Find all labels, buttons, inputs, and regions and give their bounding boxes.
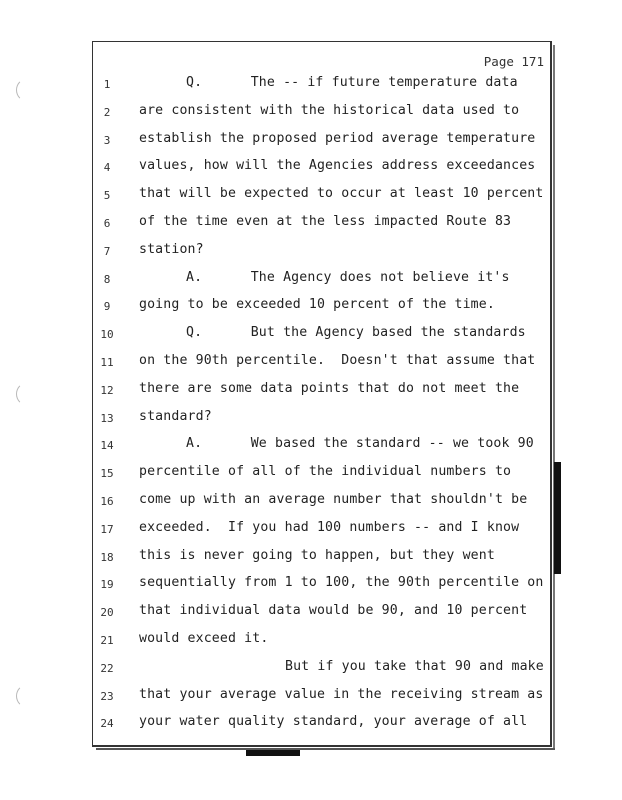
line-text: there are some data points that do not meet the (139, 380, 520, 396)
line-text: on the 90th percentile. Doesn't that assume that (139, 353, 536, 368)
transcript-line (0, 492, 560, 512)
line-number: 22 (100, 661, 114, 675)
line-number: 17 (100, 522, 114, 536)
line-text: percentile of all of the individual numbers to (139, 464, 512, 480)
line-number: 6 (103, 217, 111, 230)
transcript-line (0, 381, 560, 401)
line-text: of the time even at the less impacted Route 83 (139, 214, 512, 229)
line-text: your water quality standard, your average of all (139, 714, 528, 730)
line-number: 2 (103, 105, 111, 119)
transcript-line (0, 158, 560, 178)
line-number: 20 (100, 606, 114, 620)
line-number: 8 (103, 272, 111, 286)
line-text: But if you take that 90 and make (285, 658, 544, 674)
line-text: sequentially from 1 to 100, the 90th percentile on (139, 575, 544, 591)
line-number: 13 (100, 411, 114, 425)
transcript-line (0, 242, 560, 262)
transcript-line (0, 603, 560, 623)
transcript-line (0, 548, 560, 568)
line-number: 23 (100, 689, 114, 703)
transcript-line (0, 186, 560, 206)
line-text: A. The Agency does not believe it's (186, 269, 510, 285)
line-number: 16 (100, 495, 114, 508)
transcript-line (0, 687, 560, 707)
line-text: are consistent with the historical data used to (139, 102, 520, 118)
transcript-line (0, 214, 560, 234)
line-text: standard? (139, 408, 212, 424)
transcript-line (0, 325, 560, 345)
line-number: 15 (100, 467, 114, 481)
transcript-line (0, 297, 560, 317)
transcript-line (0, 353, 560, 373)
transcript-line (0, 103, 560, 123)
line-text: would exceed it. (139, 631, 269, 646)
transcript-line (0, 436, 560, 456)
line-number: 14 (100, 439, 114, 453)
line-text: values, how will the Agencies address exceedances (139, 158, 536, 174)
scan-mark-bottom (246, 750, 300, 756)
line-number: 5 (103, 189, 111, 203)
line-number: 21 (100, 634, 114, 647)
line-number: 7 (103, 244, 111, 258)
line-text: Q. The -- if future temperature data (186, 75, 518, 90)
line-number: 18 (100, 550, 114, 564)
frame-shadow-bottom (96, 748, 555, 750)
line-number: 24 (100, 717, 114, 731)
line-number: 11 (100, 356, 114, 369)
line-text: exceeded. If you had 100 numbers -- and I know (139, 519, 520, 535)
transcript-line (0, 270, 560, 290)
line-text: going to be exceeded 10 percent of the time. (139, 297, 495, 313)
transcript-line (0, 131, 560, 151)
line-text: that your average value in the receiving stream as (139, 686, 544, 702)
page-number: Page 171 (483, 54, 544, 69)
line-number: 1 (103, 78, 111, 91)
line-number: 12 (100, 383, 114, 397)
transcript-line (0, 631, 560, 651)
line-number: 10 (100, 328, 114, 342)
line-text: A. We based the standard -- we took 90 (186, 436, 534, 452)
line-number: 4 (103, 161, 111, 175)
line-number: 9 (103, 300, 111, 314)
transcript-line (0, 714, 560, 734)
line-number: 3 (103, 133, 111, 147)
transcript-line (0, 659, 560, 679)
line-text: come up with an average number that shouldn't be (139, 492, 528, 507)
line-number: 19 (100, 578, 114, 592)
transcript-line (0, 575, 560, 595)
line-text: that individual data would be 90, and 10 percent (139, 603, 528, 619)
line-text: station? (139, 241, 204, 257)
line-text: establish the proposed period average temperature (139, 130, 536, 146)
transcript-line (0, 464, 560, 484)
transcript-line (0, 409, 560, 429)
transcript-line (0, 520, 560, 540)
transcript-line (0, 75, 560, 95)
line-text: Q. But the Agency based the standards (186, 325, 526, 341)
line-text: that will be expected to occur at least 10 percent (139, 186, 544, 202)
line-text: this is never going to happen, but they went (139, 547, 495, 563)
